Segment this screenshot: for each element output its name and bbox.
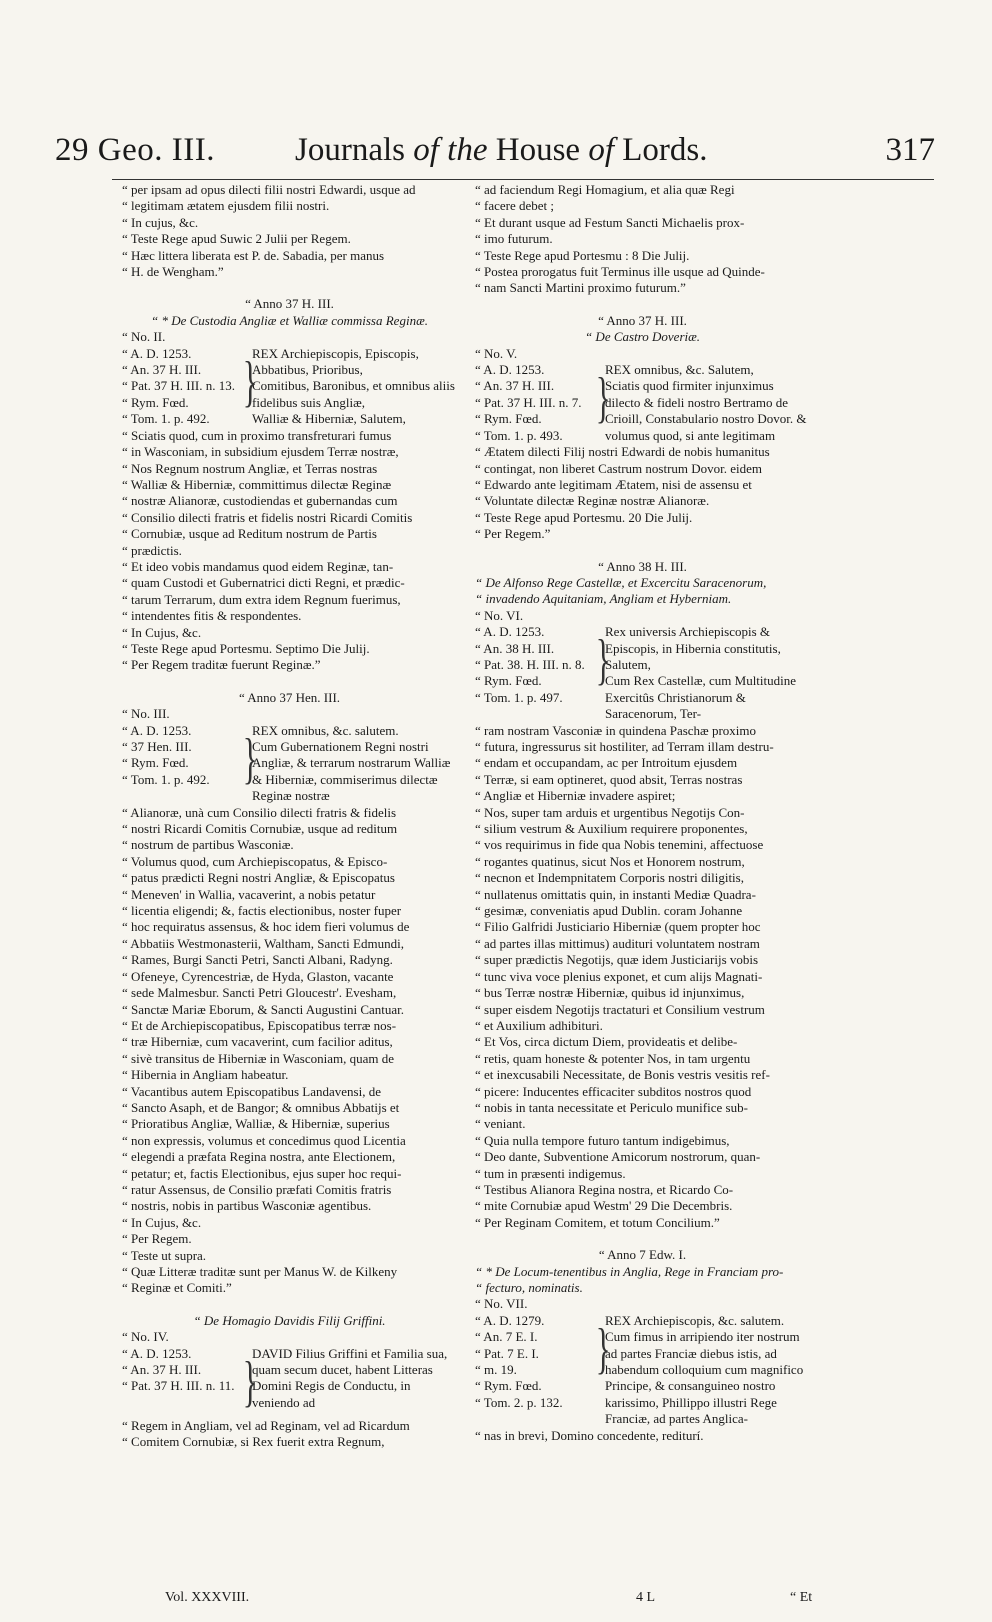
text-line: “ Nos Regnum nostrum Angliæ, et Terras nostras <box>122 460 378 476</box>
header-rule <box>112 179 934 180</box>
text-line: “ rogantes quatinus, sicut Nos et Honorem nostrum, <box>475 853 745 869</box>
text-line: “ Meneven' in Wallia, vacaverint, a nobis petatur <box>122 886 376 902</box>
side-text-line: REX omnibus, &c. salutem. <box>252 722 399 738</box>
reference-block <box>475 624 810 722</box>
side-text-line: REX Archiepiscopis, &c. salutem. <box>605 1312 785 1328</box>
right-column <box>475 182 810 1444</box>
spacer <box>475 1231 810 1247</box>
text-line: “ gesimæ, conveniatis apud Dublin. coram Johanne <box>475 903 743 919</box>
reference-line: “ Rym. Fœd. <box>475 411 542 427</box>
reference-line: “ m. 19. <box>475 1362 517 1378</box>
text-line: “ Testibus Alianora Regina nostra, et Ricardo Co- <box>475 1181 734 1197</box>
reference-line: “ Tom. 1. p. 492. <box>122 411 210 427</box>
text-line: “ Et de Archiepiscopatibus, Episcopatibus terræ nos- <box>122 1017 397 1033</box>
text-line: “ Postea prorogatus fuit Terminus ille usque ad Quinde- <box>475 264 765 280</box>
text-line: “ endam et occupandam, ac per Introitum ejusdem <box>475 755 738 771</box>
text-line: “ Terræ, si eam optineret, quod absit, Terras nostras <box>475 771 743 787</box>
reference-line: “ An. 37 H. III. <box>122 1362 202 1378</box>
reference-line: “ A. D. 1253. <box>122 1345 192 1361</box>
reference-list <box>122 723 240 805</box>
signature-mark: 4 L <box>636 1590 656 1605</box>
text-line: “ Ætatem dilecti Filij nostri Edwardi de nobis humanitus <box>475 444 770 460</box>
text-line: “ Hæc littera liberata est P. de. Sabadia, per manus <box>122 247 385 263</box>
text-line: “ Cornubiæ, usque ad Reditum nostrum de Partis <box>122 526 377 542</box>
text-line: “ Teste Rege apud Suwic 2 Julii per Regem. <box>122 231 351 247</box>
text-line: “ Teste ut supra. <box>122 1247 207 1263</box>
reference-line: “ Pat. 38. H. III. n. 8. <box>475 656 585 672</box>
text-line: “ et inexcusabili Necessitate, de Bonis vestris vesitis ref- <box>475 1067 770 1083</box>
reference-line: “ Rym. Fœd. <box>122 755 189 771</box>
section-number: “ No. V. <box>475 345 518 361</box>
spacer <box>122 280 457 296</box>
spacer <box>122 674 457 690</box>
section-anno: “ Anno 37 H. III. <box>245 296 334 312</box>
brace-mark: } <box>595 367 611 430</box>
text-line: “ ad faciendum Regi Homagium, et alia quæ Regi <box>475 182 735 197</box>
text-line: “ H. de Wengham.” <box>122 264 224 280</box>
text-line: “ per ipsam ad opus dilecti filii nostri Edwardi, usque ad <box>122 182 416 197</box>
section-anno: “ Anno 7 Edw. I. <box>598 1247 687 1263</box>
reference-block <box>122 1346 457 1418</box>
left-column <box>122 182 457 1450</box>
text-line: “ nostri Ricardi Comitis Cornubiæ, usque ad reditum <box>122 821 398 837</box>
text-line: “ Et durant usque ad Festum Sancti Michaelis prox- <box>475 214 745 230</box>
title-part: Lords. <box>614 132 708 168</box>
text-line: “ Sciatis quod, cum in proximo transfreturari fumus <box>122 427 392 443</box>
section-title: “ fecturo, nominatis. <box>475 1280 583 1295</box>
brace-mark: } <box>242 350 258 413</box>
text-line: “ mite Cornubiæ apud Westm' 29 Die Decembris. <box>475 1198 733 1214</box>
text-line: “ nullatenus omittatis quin, in instanti Mediæ Quadra- <box>475 886 756 902</box>
text-line: “ super prædictis Negotijs, quæ idem Justiciarijs vobis <box>475 952 759 968</box>
reference-block <box>475 1313 810 1428</box>
text-line: “ tum in præsenti indigemus. <box>475 1165 626 1181</box>
text-line: “ Rames, Burgi Sancti Petri, Sancti Albani, Radyng. <box>122 952 393 968</box>
section-title: “ De Alfonso Rege Castellæ, et Excercitu Saracenorum, <box>475 574 767 590</box>
reference-list <box>475 624 593 722</box>
reference-block <box>122 346 457 428</box>
reference-line: “ An. 38 H. III. <box>475 640 555 656</box>
text-line: “ Teste Rege apud Portesmu. Septimo Die Julij. <box>122 640 370 656</box>
reference-line: “ A. D. 1253. <box>122 722 192 738</box>
session-title: 29 Geo. III. <box>55 132 215 168</box>
text-line: “ Per Regem.” <box>475 526 551 542</box>
text-line: “ nostris, nobis in partibus Wasconiæ agentibus. <box>122 1198 372 1214</box>
side-text-line: Comitibus, Baronibus, et omnibus aliis fidelibus suis Angliæ, <box>252 378 455 410</box>
brace-mark: } <box>595 629 611 692</box>
reference-line: “ A. D. 1253. <box>475 624 545 640</box>
reference-line: “ Tom. 1. p. 492. <box>122 771 210 787</box>
text-line: “ super eisdem Negotijs tractaturi et Consilium vestrum <box>475 1001 765 1017</box>
text-line: “ Filio Galfridi Justiciario Hiberniæ (quem propter hoc <box>475 919 761 935</box>
text-line: “ Quæ Litteræ traditæ sunt per Manus W. de Kilkeny <box>122 1264 398 1279</box>
side-text <box>605 1313 810 1428</box>
title-part: of <box>413 132 439 168</box>
side-text-line: REX Archiepiscopis, Episcopis, Abbatibus, Prioribus, <box>252 345 419 378</box>
text-line: “ In Cujus, &c. <box>122 624 202 640</box>
title-part: House <box>495 132 589 168</box>
text-line: “ nobis in tanta necessitate et Periculo munifice sub- <box>475 1099 748 1115</box>
reference-line: “ Tom. 2. p. 132. <box>475 1394 563 1410</box>
side-text-line: Rex universis Archiepiscopis & Episcopis, in Hibernia constitutis, Salutem, <box>605 624 781 672</box>
side-text-line: Sciatis quod firmiter injunximus dilecto & fideli nostro Bertramo de Crioill, Constabulario nostro Dovor. & volumus quod, si ante legitimam <box>605 378 807 443</box>
reference-line: “ Rym. Fœd. <box>475 673 542 689</box>
side-text-line: DAVID Filius Griffini et Familia sua, quam secum ducet, habent Litteras Domini Regis de Conductu, in veniendo ad <box>252 1345 448 1410</box>
text-line: “ Volumus quod, cum Archiepiscopatus, & Episco- <box>122 853 388 869</box>
reference-line: “ An. 37 H. III. <box>122 362 202 378</box>
text-line: “ licentia eligendi; &, factis electionibus, noster fuper <box>122 903 402 919</box>
text-line: “ ram nostram Vasconiæ in quindena Paschæ proximo <box>475 722 757 738</box>
section-title: “ * De Custodia Angliæ et Walliæ commissa Reginæ. <box>151 312 428 328</box>
text-line: “ tunc viva voce plenius exponet, et cum alijs Magnati- <box>475 968 763 984</box>
side-text <box>605 624 810 722</box>
reference-block <box>122 723 457 805</box>
text-line: “ Vacantibus autem Episcopatibus Landavensi, de <box>122 1083 381 1099</box>
text-line: “ necnon et Indempnitatem Corporis nostri diligitis, <box>475 870 744 886</box>
volume-label: Vol. XXXVIII. <box>165 1590 250 1605</box>
text-line: “ ad partes illas mittimus) audituri voluntatem nostram <box>475 935 760 951</box>
text-line: “ picere: Inducentes efficaciter subditos nostros quod <box>475 1083 752 1099</box>
section-number: “ No. III. <box>122 706 170 722</box>
title-part: Journals <box>295 132 414 168</box>
page-header <box>55 128 935 176</box>
text-line: “ Prioratibus Angliæ, Walliæ, & Hiberniæ, superius <box>122 1116 390 1132</box>
reference-line: “ Pat. 7 E. I. <box>475 1345 539 1361</box>
section-number: “ No. VII. <box>475 1296 528 1312</box>
section-number: “ No. VI. <box>475 607 524 623</box>
text-line: “ Et ideo vobis mandamus quod eidem Reginæ, tan- <box>122 558 394 574</box>
text-line: “ Abbatiis Westmonasterii, Waltham, Sancti Edmundi, <box>122 935 404 951</box>
reference-list <box>475 362 593 444</box>
text-line: “ et Auxilium adhibituri. <box>475 1017 603 1033</box>
text-line: “ non expressis, volumus et concedimus quod Licentia <box>122 1132 406 1148</box>
text-line: “ Teste Rege apud Portesmu : 8 Die Julij. <box>475 247 690 263</box>
reference-line: “ A. D. 1253. <box>122 345 192 361</box>
reference-line: “ Rym. Fœd. <box>475 1378 542 1394</box>
section-anno: “ Anno 37 H. III. <box>598 312 687 328</box>
text-line: “ Ofeneye, Cyrencestriæ, de Hyda, Glaston, vacante <box>122 968 394 984</box>
reference-line: “ A. D. 1279. <box>475 1312 545 1328</box>
text-line: “ silium vestrum & Auxilium requirere proponentes, <box>475 821 748 837</box>
text-line: “ Reginæ et Comiti.” <box>122 1280 232 1296</box>
text-line: “ Walliæ & Hiberniæ, committimus dilectæ Reginæ <box>122 476 392 492</box>
brace-mark: } <box>242 1350 258 1413</box>
section-number: “ No. IV. <box>122 1329 169 1345</box>
catchword: “ Et <box>790 1590 813 1605</box>
reference-line: “ A. D. 1253. <box>475 362 545 378</box>
section-title: “ De Castro Doveriæ. <box>584 329 701 345</box>
side-text <box>252 1346 457 1418</box>
side-text <box>252 346 457 428</box>
side-text <box>605 362 810 444</box>
text-line: “ nostrum de partibus Wasconiæ. <box>122 837 294 853</box>
reference-line: “ An. 37 H. III. <box>475 378 555 394</box>
section-anno: “ Anno 37 Hen. III. <box>238 689 341 705</box>
text-line: “ Nos, super tam arduis et urgentibus Negotijs Con- <box>475 804 745 820</box>
text-line: “ Voluntate dilectæ Reginæ nostræ Alianoræ. <box>475 493 710 509</box>
text-line: “ legitimam ætatem ejusdem filii nostri. <box>122 198 330 214</box>
text-line: “ in Wasconiam, in subsidium ejusdem Terræ nostræ, <box>122 444 399 460</box>
text-line: “ Et Vos, circa dictum Diem, provideatis et delibe- <box>475 1034 738 1050</box>
text-line: “ Sancto Asaph, et de Bangor; & omnibus Abbatijs et <box>122 1099 400 1115</box>
section-title: “ * De Locum-tenentibus in Anglia, Rege in Franciam pro- <box>475 1263 784 1279</box>
title-part: of <box>588 132 614 168</box>
reference-line: “ Tom. 1. p. 493. <box>475 427 563 443</box>
text-line: “ Comitem Cornubiæ, si Rex fuerit extra Regnum, <box>122 1434 385 1450</box>
text-line: “ In Cujus, &c. <box>122 1214 202 1230</box>
text-line: “ tarum Terrarum, dum extra idem Regnum fuerimus, <box>122 591 401 607</box>
text-line: “ Quia nulla tempore futuro tantum indigebimus, <box>475 1132 730 1148</box>
text-line: “ intendentes fitis & respondentes. <box>122 608 302 624</box>
side-text-line: Walliæ & Hiberniæ, Salutem, <box>252 411 406 427</box>
text-line: “ Hibernia in Angliam habeatur. <box>122 1067 289 1083</box>
reference-line: “ Pat. 37 H. III. n. 11. <box>122 1378 235 1394</box>
section-number: “ No. II. <box>122 329 166 345</box>
text-line: “ Teste Rege apud Portesmu. 20 Die Julij. <box>475 509 693 525</box>
text-line: “ Angliæ et Hiberniæ invadere aspiret; <box>475 788 676 804</box>
spacer <box>475 543 810 559</box>
text-line: “ imo futurum. <box>475 231 553 247</box>
text-line: “ ratur Assensus, de Consilio præfati Comitis fratris <box>122 1181 392 1197</box>
title-part: the <box>438 132 496 168</box>
brace-mark: } <box>242 727 258 790</box>
text-line: “ elegendi a præfata Regina nostra, ante Electionem, <box>122 1149 396 1165</box>
spacer <box>475 297 810 313</box>
side-text-line: REX omnibus, &c. Salutem, <box>605 362 754 378</box>
text-line: “ nam Sancti Martini proximo futurum.” <box>475 280 686 296</box>
reference-list <box>122 1346 240 1418</box>
reference-line: “ Pat. 37 H. III. n. 7. <box>475 394 582 410</box>
side-text <box>252 723 457 805</box>
section-anno: “ Anno 38 H. III. <box>598 558 687 574</box>
side-text-line: Cum Rex Castellæ, cum Multitudine Exercitûs Christianorum & Saracenorum, Ter- <box>605 673 797 722</box>
section-title: “ De Homagio Davidis Filij Griffini. <box>193 1312 386 1328</box>
reference-block <box>475 362 810 444</box>
text-line: “ Per Reginam Comitem, et totum Concilium.” <box>475 1214 720 1230</box>
text-line: “ prædictis. <box>122 542 182 558</box>
text-line: “ Sanctæ Mariæ Eborum, & Sancti Augustini Cantuar. <box>122 1001 405 1017</box>
reference-line: “ Rym. Fœd. <box>122 394 189 410</box>
text-line: “ In cujus, &c. <box>122 214 199 230</box>
text-line: “ nas in brevi, Domino concedente, rediturí. <box>475 1427 704 1443</box>
text-line: “ retis, quam honeste & potenter Nos, in tam urgentu <box>475 1050 751 1066</box>
reference-list <box>122 346 240 428</box>
text-line: “ Deo dante, Subventione Amicorum nostrorum, quan- <box>475 1149 761 1165</box>
side-text-line: Cum Gubernationem Regni nostri Angliæ, & terrarum nostrarum Walliæ & Hiberniæ, commiserimus dilectæ Reginæ nostræ <box>252 739 451 804</box>
reference-line: “ 37 Hen. III. <box>122 739 192 754</box>
brace-mark: } <box>595 1317 611 1380</box>
text-line: “ Per Regem traditæ fuerunt Reginæ.” <box>122 657 321 673</box>
section-title: “ invadendo Aquitaniam, Angliam et Hyberniam. <box>475 591 732 607</box>
text-line: “ facere debet ; <box>475 198 555 214</box>
page-number: 317 <box>885 132 935 168</box>
text-line: “ bus Terræ nostræ Hiberniæ, quibus id injunximus, <box>475 985 745 1001</box>
text-line: “ nostræ Alianoræ, custodiendas et gubernandas cum <box>122 493 398 509</box>
text-line: “ træ Hiberniæ, cum vacaverint, cum facilior aditus, <box>122 1034 393 1050</box>
text-line: “ veniant. <box>475 1116 526 1132</box>
text-line: “ Regem in Angliam, vel ad Reginam, vel ad Ricardum <box>122 1417 410 1433</box>
text-line: “ contingat, non liberet Castrum nostrum Dovor. eidem <box>475 460 763 476</box>
side-text-line: Cum fimus in arripiendo iter nostrum ad partes Franciæ diebus istis, ad habendum colloquium cum magnifico Principe, & consanguineo nostro karissimo, Phillippo illustri Rege Franciæ, ad partes Anglica- <box>605 1329 804 1427</box>
text-line: “ sede Malmesbur. Sancti Petri Gloucestr'. Evesham, <box>122 985 397 1001</box>
reference-line: “ Tom. 1. p. 497. <box>475 689 563 705</box>
reference-line: “ Pat. 37 H. III. n. 13. <box>122 378 236 394</box>
text-line: “ Consilio dilecti fratris et fidelis nostri Ricardi Comitis <box>122 509 413 525</box>
text-line: “ Per Regem. <box>122 1231 192 1247</box>
text-line: “ futura, ingressurus sit hostiliter, ad Terram illam destru- <box>475 739 774 754</box>
text-line: “ vos requirimus in fide qua Nobis tenemini, affectuose <box>475 837 764 853</box>
text-line: “ quam Custodi et Gubernatrici dicti Regni, et prædic- <box>122 575 405 591</box>
reference-list <box>475 1313 593 1428</box>
text-line: “ patus prædicti Regni nostri Angliæ, & Episcopatus <box>122 870 395 886</box>
text-line: “ hoc requiratus assensus, & hoc idem fieri volumus de <box>122 919 410 935</box>
text-line: “ sivè transitus de Hiberniæ in Wasconiam, quam de <box>122 1050 395 1066</box>
text-line: “ Edwardo ante legitimam Ætatem, nisi de assensu et <box>475 476 752 492</box>
text-line: “ petatur; et, factis Electionibus, ejus super hoc requi- <box>122 1165 402 1181</box>
text-line: “ Alianoræ, unà cum Consilio dilecti fratris & fidelis <box>122 804 397 820</box>
journal-title <box>295 132 708 169</box>
spacer <box>122 1297 457 1313</box>
reference-line: “ An. 7 E. I. <box>475 1329 538 1345</box>
